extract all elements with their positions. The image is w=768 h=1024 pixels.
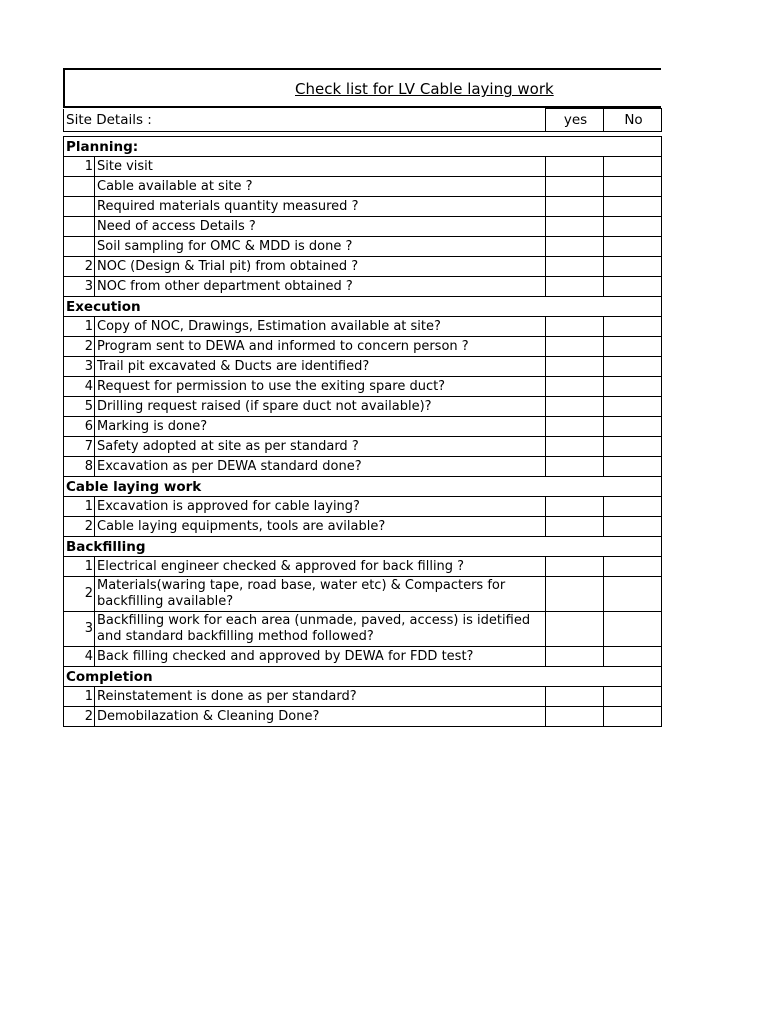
- section-heading: Execution: [64, 297, 662, 317]
- yes-cell[interactable]: [546, 417, 604, 437]
- no-cell[interactable]: [604, 497, 662, 517]
- item-text: Cable laying equipments, tools are avilable?: [95, 517, 546, 537]
- item-text: Site visit: [95, 157, 546, 177]
- checklist-sheet: [63, 68, 661, 727]
- checklist-row: [64, 237, 662, 257]
- no-cell[interactable]: [604, 517, 662, 537]
- checklist-row: [64, 497, 662, 517]
- item-number: 1: [64, 687, 95, 707]
- item-text: Drilling request raised (if spare duct not available)?: [95, 397, 546, 417]
- checklist-row: [64, 217, 662, 237]
- item-number: 5: [64, 397, 95, 417]
- item-text: NOC from other department obtained ?: [95, 277, 546, 297]
- item-text: Excavation is approved for cable laying?: [95, 497, 546, 517]
- no-cell[interactable]: [604, 337, 662, 357]
- no-cell[interactable]: [604, 157, 662, 177]
- item-number: 3: [64, 612, 95, 647]
- item-number: 8: [64, 457, 95, 477]
- checklist-row: [64, 197, 662, 217]
- item-number: 7: [64, 437, 95, 457]
- checklist-row: [64, 177, 662, 197]
- item-text: Materials(waring tape, road base, water etc) & Compacters for backfilling available?: [95, 577, 546, 612]
- page-title: Check list for LV Cable laying work: [295, 80, 554, 98]
- checklist-row: [64, 647, 662, 667]
- item-text: Safety adopted at site as per standard ?: [95, 437, 546, 457]
- item-text: Demobilazation & Cleaning Done?: [95, 707, 546, 727]
- section-header: [64, 297, 662, 317]
- item-number: 2: [64, 707, 95, 727]
- section-heading: Cable laying work: [64, 477, 662, 497]
- item-number: [64, 177, 95, 197]
- no-cell[interactable]: [604, 177, 662, 197]
- item-number: 1: [64, 317, 95, 337]
- no-cell[interactable]: [604, 437, 662, 457]
- no-cell[interactable]: [604, 237, 662, 257]
- yes-cell[interactable]: [546, 277, 604, 297]
- item-text: Soil sampling for OMC & MDD is done ?: [95, 237, 546, 257]
- item-number: [64, 197, 95, 217]
- checklist-row: [64, 612, 662, 647]
- yes-cell[interactable]: [546, 217, 604, 237]
- section-header: [64, 137, 662, 157]
- item-text: Marking is done?: [95, 417, 546, 437]
- yes-cell[interactable]: [546, 337, 604, 357]
- checklist-row: [64, 397, 662, 417]
- item-number: 1: [64, 157, 95, 177]
- item-number: 2: [64, 517, 95, 537]
- column-header-no: No: [604, 109, 662, 132]
- item-number: 4: [64, 647, 95, 667]
- section-heading: Planning:: [64, 137, 662, 157]
- checklist-row: [64, 687, 662, 707]
- section-heading: Completion: [64, 667, 662, 687]
- item-number: 2: [64, 337, 95, 357]
- checklist-row: [64, 337, 662, 357]
- item-number: 3: [64, 277, 95, 297]
- no-cell[interactable]: [604, 457, 662, 477]
- no-cell[interactable]: [604, 257, 662, 277]
- no-cell[interactable]: [604, 377, 662, 397]
- no-cell[interactable]: [604, 612, 662, 647]
- checklist-row: [64, 517, 662, 537]
- no-cell[interactable]: [604, 317, 662, 337]
- section-header: [64, 477, 662, 497]
- checklist-row: [64, 317, 662, 337]
- yes-cell[interactable]: [546, 457, 604, 477]
- no-cell[interactable]: [604, 687, 662, 707]
- checklist-row: [64, 377, 662, 397]
- item-text: Required materials quantity measured ?: [95, 197, 546, 217]
- item-text: Program sent to DEWA and informed to concern person ?: [95, 337, 546, 357]
- yes-cell[interactable]: [546, 377, 604, 397]
- yes-cell[interactable]: [546, 397, 604, 417]
- yes-cell[interactable]: [546, 557, 604, 577]
- yes-cell[interactable]: [546, 177, 604, 197]
- no-cell[interactable]: [604, 577, 662, 612]
- item-text: NOC (Design & Trial pit) from obtained ?: [95, 257, 546, 277]
- item-number: 1: [64, 557, 95, 577]
- checklist-row: [64, 357, 662, 377]
- no-cell[interactable]: [604, 217, 662, 237]
- item-text: Excavation as per DEWA standard done?: [95, 457, 546, 477]
- item-text: Copy of NOC, Drawings, Estimation available at site?: [95, 317, 546, 337]
- yes-cell[interactable]: [546, 612, 604, 647]
- no-cell[interactable]: [604, 397, 662, 417]
- item-number: 1: [64, 497, 95, 517]
- item-number: 3: [64, 357, 95, 377]
- no-cell[interactable]: [604, 557, 662, 577]
- column-header-yes: yes: [546, 109, 604, 132]
- yes-cell[interactable]: [546, 157, 604, 177]
- no-cell[interactable]: [604, 417, 662, 437]
- checklist-row: [64, 457, 662, 477]
- no-cell[interactable]: [604, 197, 662, 217]
- checklist-row: [64, 277, 662, 297]
- site-details-row: [64, 109, 662, 132]
- site-details-label: Site Details :: [64, 109, 546, 132]
- item-number: 2: [64, 257, 95, 277]
- checklist-row: [64, 577, 662, 612]
- item-number: 2: [64, 577, 95, 612]
- item-text: Electrical engineer checked & approved for back filling ?: [95, 557, 546, 577]
- item-text: Request for permission to use the exiting spare duct?: [95, 377, 546, 397]
- yes-cell[interactable]: [546, 237, 604, 257]
- no-cell[interactable]: [604, 357, 662, 377]
- no-cell[interactable]: [604, 647, 662, 667]
- section-header: [64, 667, 662, 687]
- checklist-row: [64, 707, 662, 727]
- checklist-row: [64, 157, 662, 177]
- item-text: Need of access Details ?: [95, 217, 546, 237]
- item-number: 6: [64, 417, 95, 437]
- yes-cell[interactable]: [546, 437, 604, 457]
- title-box: [63, 68, 661, 108]
- item-number: [64, 237, 95, 257]
- yes-cell[interactable]: [546, 257, 604, 277]
- item-text: Cable available at site ?: [95, 177, 546, 197]
- yes-cell[interactable]: [546, 647, 604, 667]
- checklist-row: [64, 257, 662, 277]
- checklist-table: [63, 108, 662, 727]
- section-heading: Backfilling: [64, 537, 662, 557]
- yes-cell[interactable]: [546, 357, 604, 377]
- no-cell[interactable]: [604, 277, 662, 297]
- checklist-body: [64, 109, 662, 727]
- item-number: [64, 217, 95, 237]
- checklist-row: [64, 417, 662, 437]
- checklist-row: [64, 437, 662, 457]
- checklist-row: [64, 557, 662, 577]
- item-text: Back filling checked and approved by DEWA for FDD test?: [95, 647, 546, 667]
- yes-cell[interactable]: [546, 497, 604, 517]
- yes-cell[interactable]: [546, 317, 604, 337]
- item-text: Reinstatement is done as per standard?: [95, 687, 546, 707]
- yes-cell[interactable]: [546, 577, 604, 612]
- yes-cell[interactable]: [546, 517, 604, 537]
- no-cell[interactable]: [604, 707, 662, 727]
- item-number: 4: [64, 377, 95, 397]
- item-text: Backfilling work for each area (unmade, paved, access) is idetified and standard backfilling method followed?: [95, 612, 546, 647]
- item-text: Trail pit excavated & Ducts are identified?: [95, 357, 546, 377]
- yes-cell[interactable]: [546, 707, 604, 727]
- yes-cell[interactable]: [546, 687, 604, 707]
- section-header: [64, 537, 662, 557]
- yes-cell[interactable]: [546, 197, 604, 217]
